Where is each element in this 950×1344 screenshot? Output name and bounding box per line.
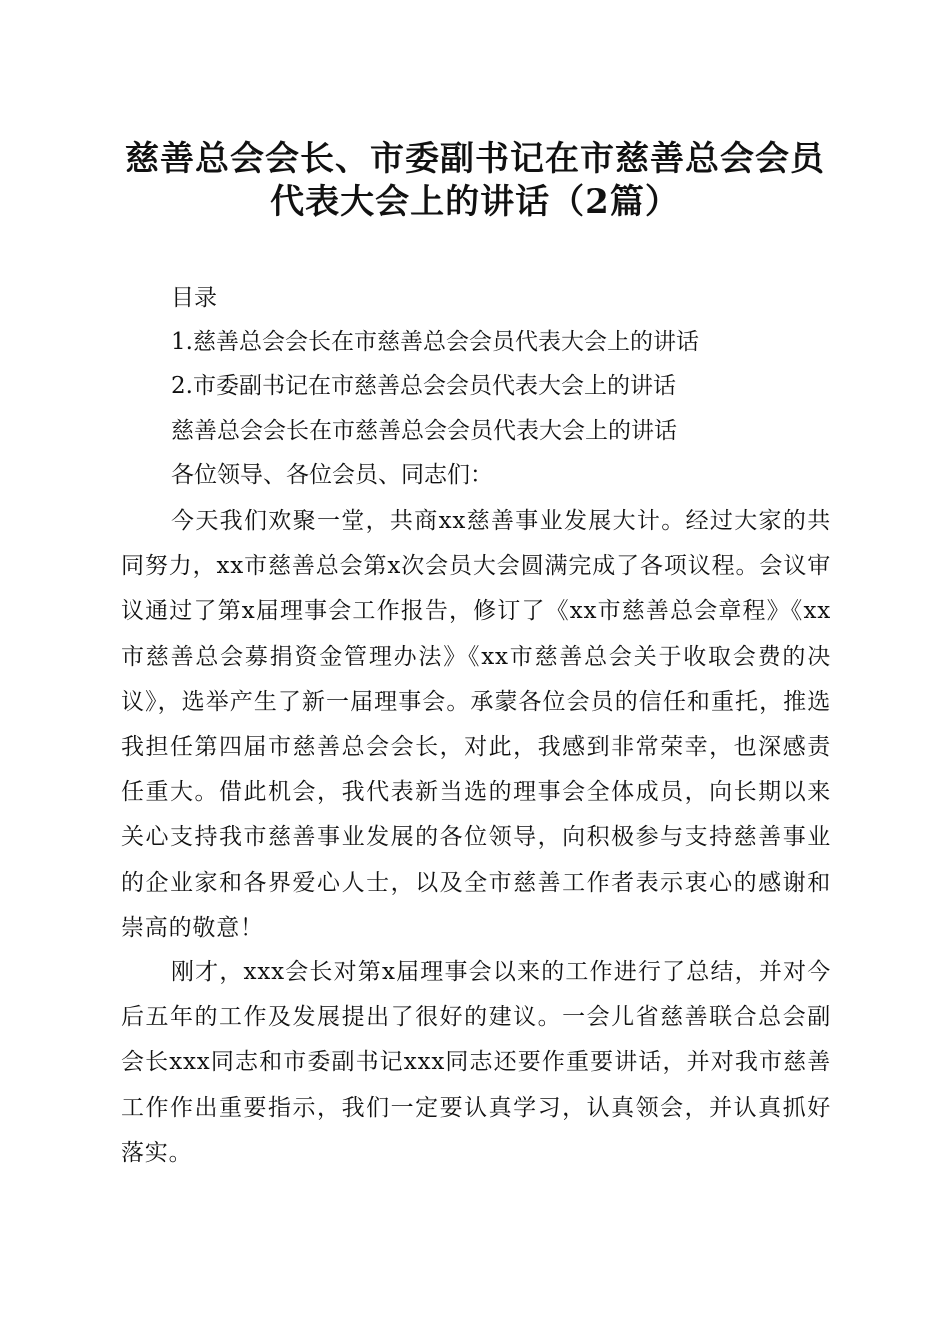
document-title-line-1: 慈善总会会长、市委副书记在市慈善总会会员 (125, 139, 825, 179)
document-title-line-2: 代表大会上的讲话（2篇） (270, 182, 680, 222)
toc-item-1: 1.慈善总会会长在市慈善总会会员代表大会上的讲话 (171, 329, 699, 355)
body-paragraph-2: 刚才，xxx会长对第x届理事会以来的工作进行了总结，并对今后五年的工作及发展提出了很好的建议。一会儿省慈善联合总会副会长xxx同志和市委副书记xxx同志还要作重要讲话，并对我市慈善工作作出重要指示，我们一定要认真学习，认真领会，并认真抓好落实。 (121, 959, 831, 1166)
toc-item-2: 2.市委副书记在市慈善总会会员代表大会上的讲话 (171, 373, 676, 399)
toc-heading: 目录 (171, 285, 217, 311)
salutation: 各位领导、各位会员、同志们： (171, 462, 493, 488)
body-paragraph-1: 今天我们欢聚一堂，共商xx慈善事业发展大计。经过大家的共同努力，xx市慈善总会第x次会员大会圆满完成了各项议程。会议审议通过了第x届理事会工作报告，修订了《xx市慈善总会章程》《xx市慈善总会募捐资金管理办法》《xx市慈善总会关于收取会费的决议》，选举产生了新一届理事会。承蒙各位会员的信任和重托，推选我担任第四届市慈善总会会长，对此，我感到非常荣幸，也深感责任重大。借此机会，我代表新当选的理事会全体成员，向长期以来关心支持我市慈善事业发展的各位领导，向积极参与支持慈善事业的企业家和各界爱心人士，以及全市慈善工作者表示衷心的感谢和崇高的敬意！ (121, 508, 831, 941)
section-title: 慈善总会会长在市慈善总会会员代表大会上的讲话 (171, 418, 677, 444)
